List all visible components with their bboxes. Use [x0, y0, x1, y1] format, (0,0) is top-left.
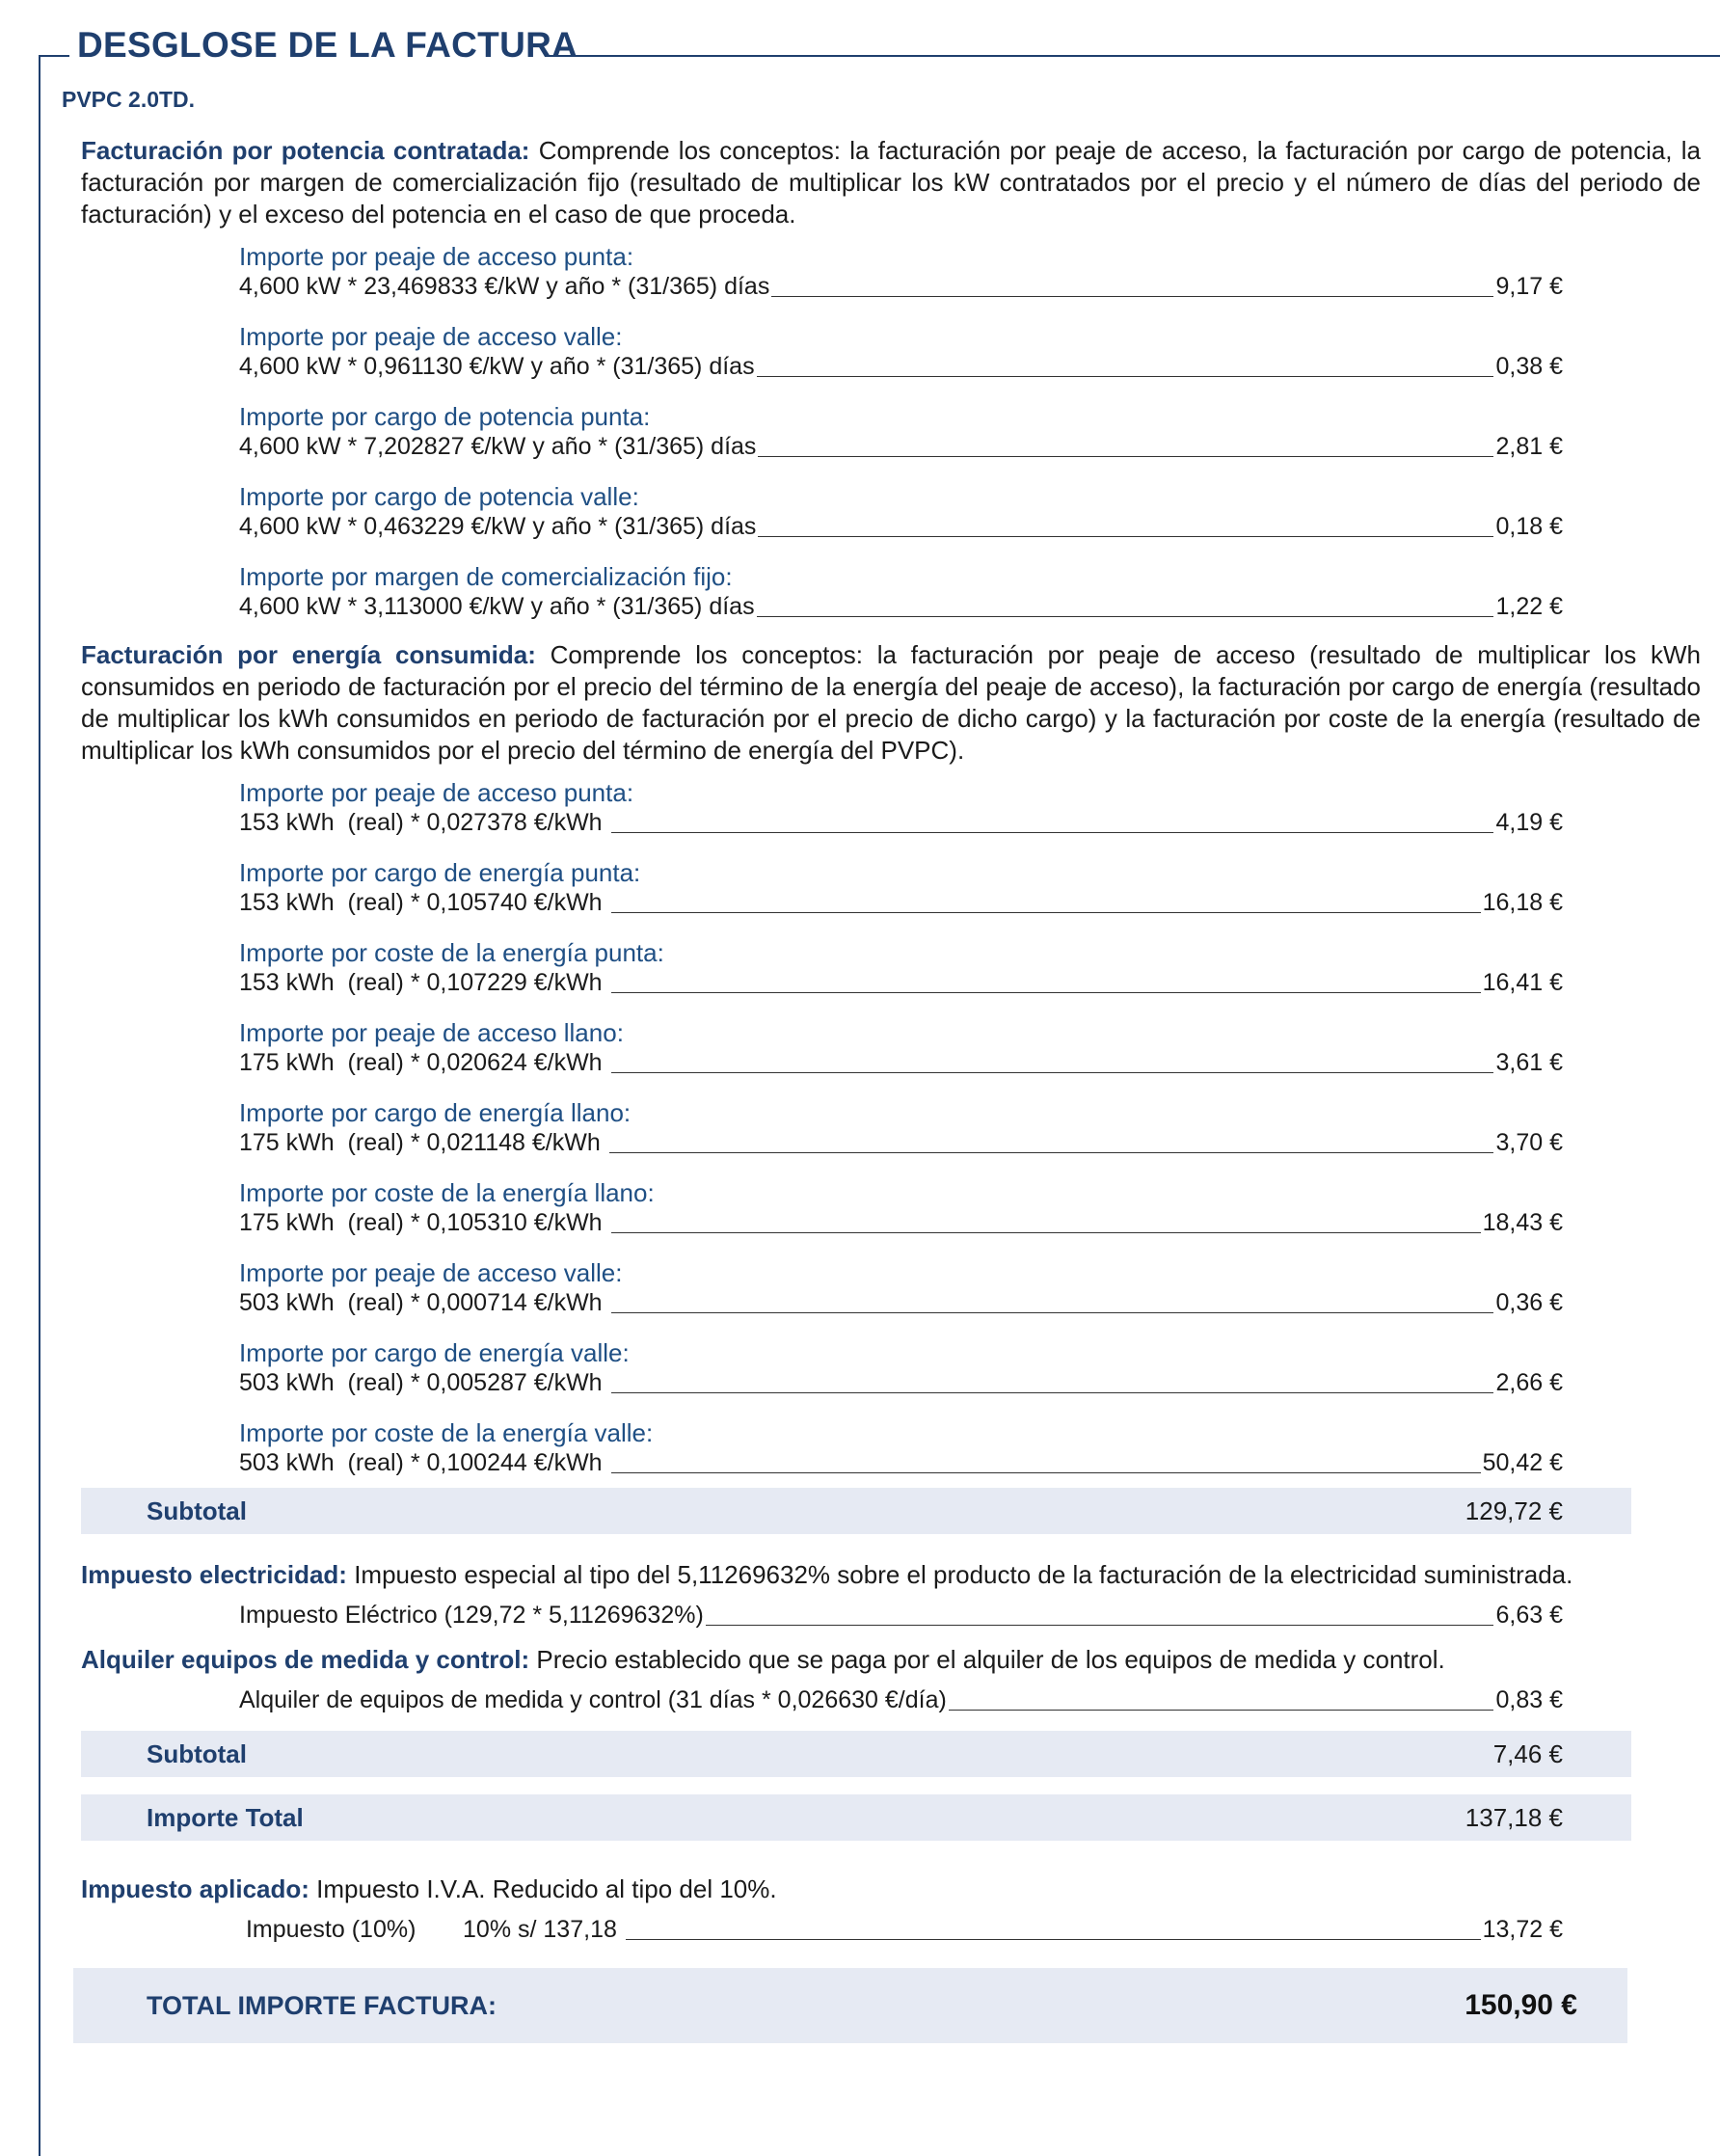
leader-line [611, 832, 1494, 833]
impuesto-aplicado-label: Impuesto aplicado: [81, 1874, 309, 1903]
line-item [239, 562, 1563, 622]
frame-top-border-left [39, 55, 69, 57]
potencia-description [81, 135, 1701, 230]
line-item [239, 1018, 1563, 1078]
line-item-amount: 2,66 € [1495, 1369, 1563, 1396]
importe-total-label: Importe Total [147, 1802, 304, 1832]
line-item [239, 1178, 1563, 1238]
invoice-breakdown [81, 135, 1701, 2043]
line-item-title: Importe por cargo de energía valle: [239, 1338, 630, 1367]
potencia-text: Comprende los conceptos: la facturación por peaje de acceso, la facturación por cargo de potencia, la facturación por margen de comercialización fijo (resultado de multiplicar los kW contratados por el precio y el número de días del periodo de facturación) y el exceso del potencia en el caso de que proceda. [81, 136, 1702, 229]
line-item-title: Importe por peaje de acceso valle: [239, 322, 623, 351]
leader-line [757, 376, 1494, 377]
alquiler-label: Alquiler equipos de medida y control: [81, 1645, 530, 1674]
line-item [239, 1418, 1563, 1478]
line-item [239, 858, 1563, 918]
leader-line [949, 1710, 1494, 1711]
line-item [239, 1098, 1563, 1158]
line-item [239, 1338, 1563, 1398]
impuesto-electricidad-label: Impuesto electricidad: [81, 1560, 347, 1589]
line-item-amount: 0,18 € [1495, 513, 1563, 540]
leader-line [771, 296, 1493, 297]
line-item-formula: 153 kWh (real) * 0,105740 €/kWh [239, 889, 609, 916]
impuesto-aplicado-text: Impuesto I.V.A. Reducido al tipo del 10%. [309, 1874, 777, 1903]
line-item-formula: 153 kWh (real) * 0,027378 €/kWh [239, 809, 609, 836]
leader-line [611, 1392, 1494, 1393]
leader-line [611, 1072, 1494, 1073]
line-item-formula: 4,600 kW * 7,202827 €/kW y año * (31/365) días [239, 433, 757, 460]
line-item-formula: 4,600 kW * 0,463229 €/kW y año * (31/365) días [239, 513, 757, 540]
leader-line [706, 1625, 1494, 1626]
subtotal-row [81, 1731, 1631, 1777]
tariff-label: PVPC 2.0TD. [62, 87, 196, 112]
subtotal-label: Subtotal [147, 1496, 247, 1525]
frame-left-border [39, 56, 40, 2156]
line-item-formula: 503 kWh (real) * 0,100244 €/kWh [239, 1449, 609, 1476]
frame-top-border-right [548, 55, 1720, 57]
leader-line [611, 1312, 1494, 1313]
line-item-title: Importe por cargo de energía punta: [239, 858, 641, 887]
impuesto-aplicado-description [81, 1873, 1701, 1905]
alquiler-description [81, 1644, 1701, 1676]
line-item-formula: 4,600 kW * 3,113000 €/kW y año * (31/365) días [239, 593, 755, 620]
page-title: DESGLOSE DE LA FACTURA [77, 25, 578, 65]
subtotal-label: Subtotal [147, 1738, 247, 1768]
line-item-formula: Alquiler de equipos de medida y control (31 días * 0,026630 €/día) [239, 1686, 947, 1713]
leader-line [758, 456, 1493, 457]
line-item-title: Importe por peaje de acceso punta: [239, 778, 634, 807]
leader-line [611, 1232, 1481, 1233]
line-item-formula: Impuesto (10%) 10% s/ 137,18 [239, 1916, 624, 1943]
line-item-amount: 13,72 € [1482, 1916, 1563, 1943]
line-item-title: Importe por peaje de acceso llano: [239, 1018, 624, 1047]
leader-line [757, 616, 1494, 617]
leader-line [626, 1939, 1481, 1940]
leader-line [609, 1152, 1494, 1153]
subtotal-amount: 7,46 € [1492, 1738, 1563, 1768]
line-item-amount: 1,22 € [1495, 593, 1563, 620]
importe-total-amount: 137,18 € [1465, 1802, 1563, 1832]
line-item [239, 1601, 1563, 1630]
line-item [239, 402, 1563, 462]
alquiler-text: Precio establecido que se paga por el alquiler de los equipos de medida y control. [529, 1645, 1445, 1674]
energia-text: Comprende los conceptos: la facturación por peaje de acceso (resultado de multiplicar los kWh consumidos en periodo de facturación por el precio del término de la energía del peaje de acceso), la facturación por cargo de energía (resultado de multiplicar los kWh consumidos en periodo de facturación por el precio de dicho cargo) y la facturación por coste de la energía (resultado de multiplicar los kWh consumidos por el precio del término de energía del PVPC). [81, 640, 1701, 765]
impuesto-electricidad-description [81, 1559, 1701, 1591]
line-item [239, 778, 1563, 838]
line-item-title: Importe por coste de la energía punta: [239, 938, 664, 967]
line-item [239, 938, 1563, 998]
line-item-amount: 2,81 € [1495, 433, 1563, 460]
line-item [239, 1258, 1563, 1318]
invoice-total-label: TOTAL IMPORTE FACTURA: [147, 1990, 497, 2020]
line-item [239, 1915, 1563, 1945]
line-item-amount: 50,42 € [1482, 1449, 1563, 1476]
leader-line [611, 992, 1481, 993]
line-item-title: Importe por cargo de energía llano: [239, 1098, 632, 1127]
line-item [239, 322, 1563, 382]
line-item-title: Importe por peaje de acceso valle: [239, 1258, 623, 1287]
line-item-formula: 175 kWh (real) * 0,021148 €/kWh [239, 1129, 607, 1156]
line-item-title: Importe por coste de la energía llano: [239, 1178, 655, 1207]
line-item-formula: Impuesto Eléctrico (129,72 * 5,11269632%) [239, 1602, 704, 1629]
line-item-title: Importe por coste de la energía valle: [239, 1418, 654, 1447]
impuesto-electricidad-text: Impuesto especial al tipo del 5,11269632% sobre el producto de la facturación de la electricidad suministrada. [346, 1560, 1573, 1589]
line-item-formula: 175 kWh (real) * 0,020624 €/kWh [239, 1049, 609, 1076]
line-item [239, 242, 1563, 302]
line-item-title: Importe por cargo de potencia punta: [239, 402, 651, 431]
energia-description [81, 639, 1701, 767]
subtotal-amount: 129,72 € [1465, 1496, 1563, 1525]
leader-line [611, 1472, 1481, 1473]
line-item-amount: 6,63 € [1495, 1602, 1563, 1629]
line-item-amount: 16,41 € [1482, 969, 1563, 996]
subtotal-row [81, 1488, 1631, 1534]
line-item-amount: 0,38 € [1495, 353, 1563, 380]
line-item-amount: 4,19 € [1495, 809, 1563, 836]
line-item-amount: 3,70 € [1495, 1129, 1563, 1156]
line-item [239, 1685, 1563, 1715]
line-item-formula: 4,600 kW * 0,961130 €/kW y año * (31/365) días [239, 353, 755, 380]
line-item-amount: 16,18 € [1482, 889, 1563, 916]
line-item-formula: 153 kWh (real) * 0,107229 €/kWh [239, 969, 609, 996]
line-item-amount: 18,43 € [1482, 1209, 1563, 1236]
line-item-amount: 9,17 € [1495, 273, 1563, 300]
invoice-total-amount: 150,90 € [1465, 1989, 1577, 2021]
line-item-amount: 0,83 € [1495, 1686, 1563, 1713]
line-item-formula: 503 kWh (real) * 0,000714 €/kWh [239, 1289, 609, 1316]
line-item-formula: 503 kWh (real) * 0,005287 €/kWh [239, 1369, 609, 1396]
energia-label: Facturación por energía consumida: [81, 640, 536, 669]
line-item-title: Importe por cargo de potencia valle: [239, 482, 639, 511]
potencia-label: Facturación por potencia contratada: [81, 136, 530, 165]
line-item-formula: 4,600 kW * 23,469833 €/kW y año * (31/365) días [239, 273, 770, 300]
line-item-formula: 175 kWh (real) * 0,105310 €/kWh [239, 1209, 609, 1236]
leader-line [758, 536, 1493, 537]
invoice-total-row [73, 1968, 1627, 2043]
line-item [239, 482, 1563, 542]
line-item-title: Importe por margen de comercialización fijo: [239, 562, 733, 591]
line-item-amount: 0,36 € [1495, 1289, 1563, 1316]
line-item-amount: 3,61 € [1495, 1049, 1563, 1076]
leader-line [611, 912, 1481, 913]
importe-total-row [81, 1794, 1631, 1841]
line-item-title: Importe por peaje de acceso punta: [239, 242, 634, 271]
